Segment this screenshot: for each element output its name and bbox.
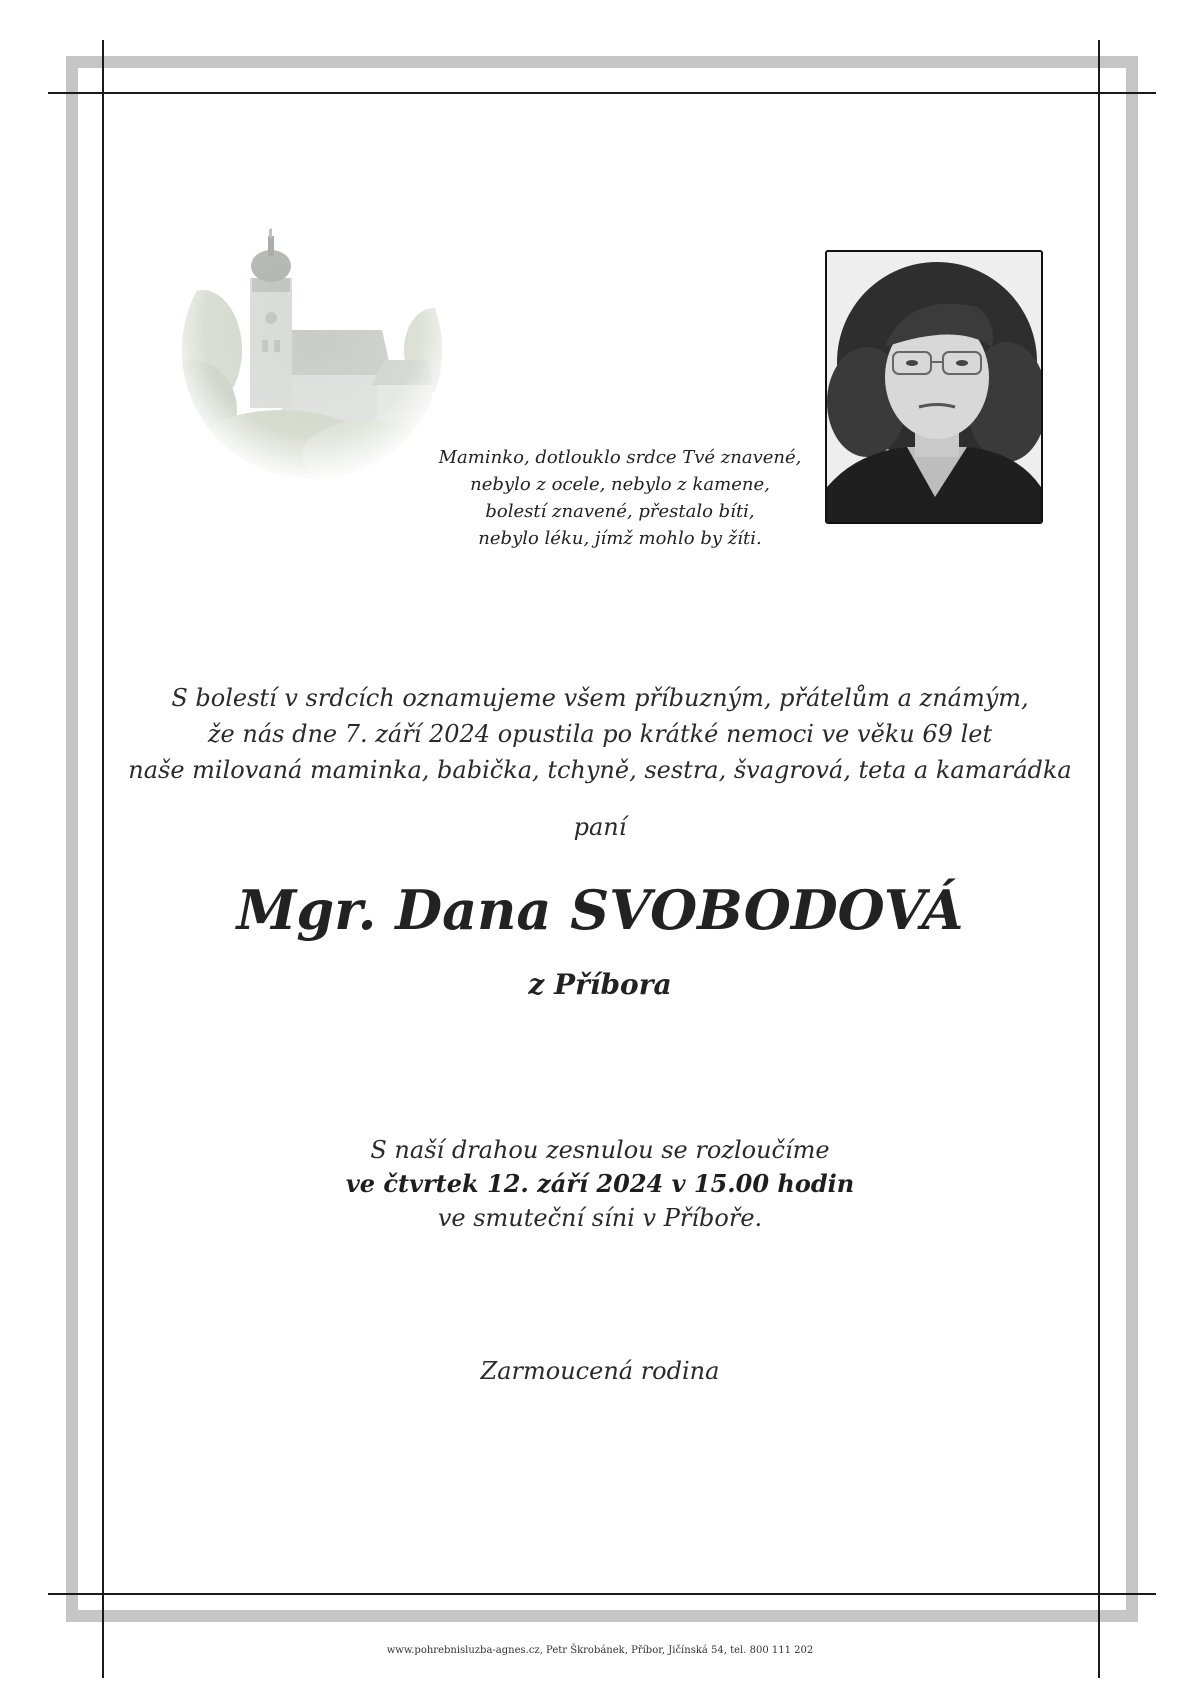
honorific: paní <box>573 813 627 841</box>
deceased-name: Mgr. Dana SVOBODOVÁ <box>236 878 964 942</box>
portrait-photo <box>825 250 1043 524</box>
poem-line: Maminko, dotlouklo srdce Tvé znavené, <box>438 447 802 468</box>
bottom-rule <box>48 1593 1156 1595</box>
poem-line: nebylo léku, jímž mohlo by žíti. <box>478 528 762 549</box>
church-illustration <box>172 200 452 482</box>
announcement-line: S bolestí v srdcích oznamujeme všem příbuzným, přátelům a známým, <box>171 684 1029 712</box>
poem-line: nebylo z ocele, nebylo z kamene, <box>470 474 770 495</box>
announcement-line: že nás dne 7. září 2024 opustila po krátké nemoci ve věku 69 let <box>207 720 993 748</box>
top-rule <box>48 92 1156 94</box>
left-rule <box>102 40 104 1678</box>
ceremony-datetime: ve čtvrtek 12. září 2024 v 15.00 hodin <box>345 1169 855 1198</box>
announcement-line: naše milovaná maminka, babička, tchyně, sestra, švagrová, teta a kamarádka <box>128 756 1072 784</box>
family-signature: Zarmoucená rodina <box>480 1357 720 1385</box>
farewell-intro: S naší drahou zesnulou se rozloučíme <box>370 1136 830 1164</box>
right-rule <box>1098 40 1100 1678</box>
farewell-details <box>100 1133 1100 1235</box>
funeral-service-footer: www.pohrebnisluzba-agnes.cz, Petr Škrobánek, Příbor, Jičínská 54, tel. 800 111 202 <box>386 1645 814 1656</box>
origin-town: z Příbora <box>528 968 672 1001</box>
poem-line: bolestí znavené, přestalo bíti, <box>485 501 755 522</box>
announcement-text <box>100 680 1100 788</box>
ceremony-place: ve smuteční síni v Příboře. <box>437 1204 763 1232</box>
memorial-poem <box>400 444 840 552</box>
